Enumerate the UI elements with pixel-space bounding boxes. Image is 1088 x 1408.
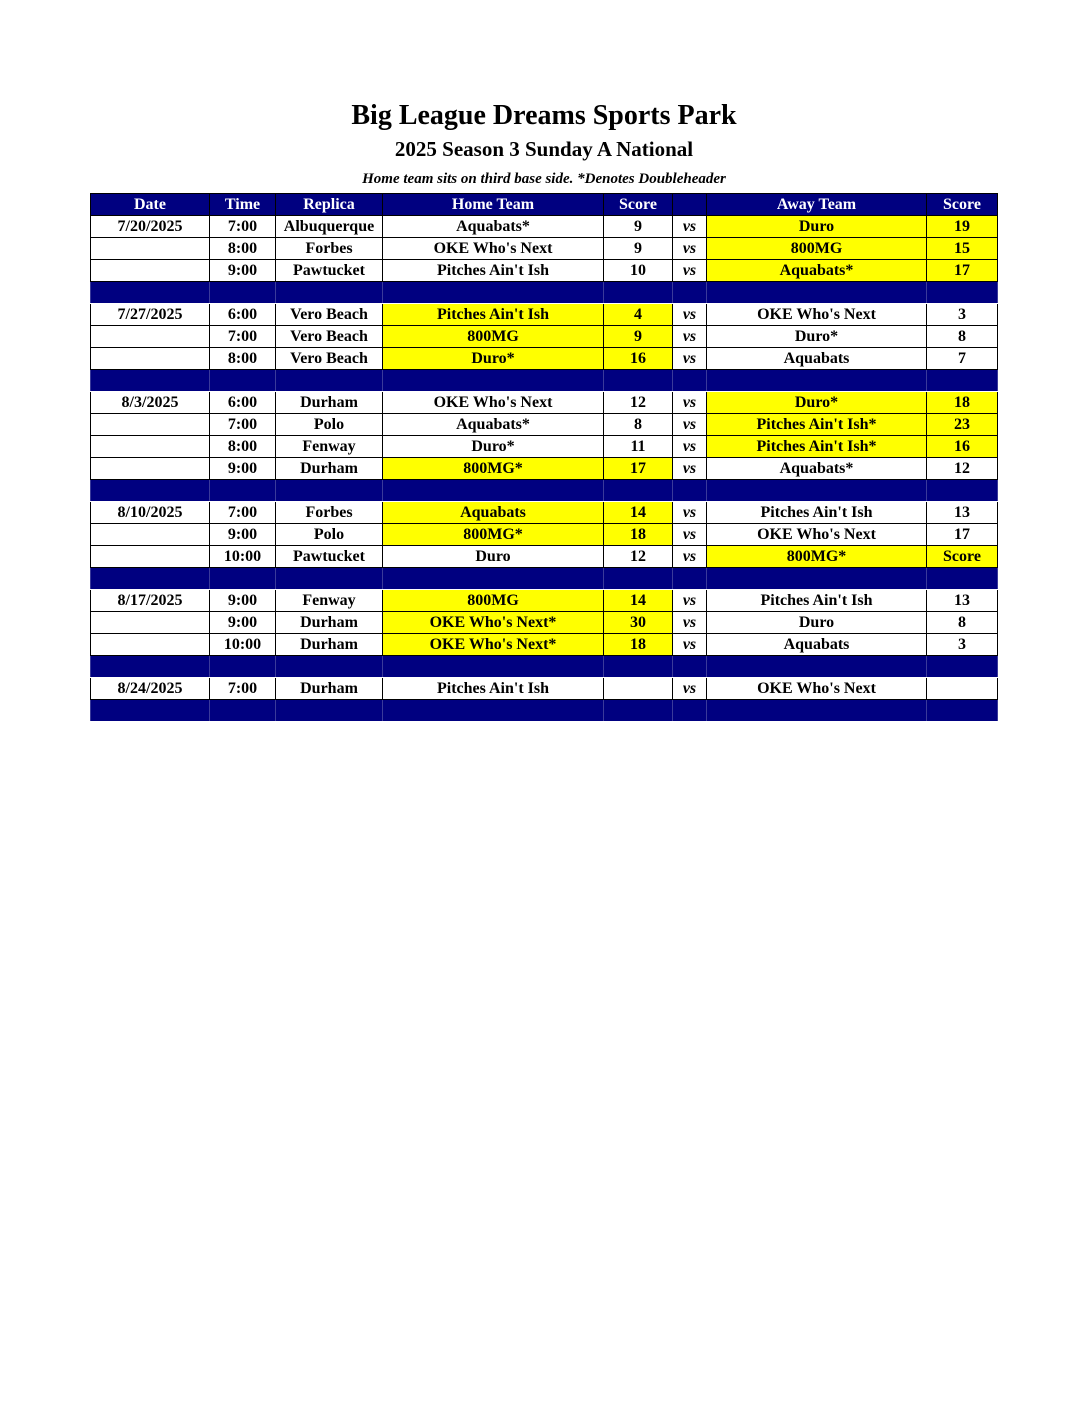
separator-cell — [707, 568, 927, 590]
separator-cell — [383, 282, 604, 304]
date-cell — [91, 326, 210, 348]
separator-cell — [383, 370, 604, 392]
schedule-note: Home team sits on third base side. *Denotes Doubleheader — [362, 171, 726, 187]
date-cell — [91, 634, 210, 656]
game-row — [91, 546, 998, 568]
home-team-cell: Pitches Ain't Ish — [383, 678, 604, 700]
page-subtitle: 2025 Season 3 Sunday A National — [394, 137, 694, 161]
separator-cell — [673, 370, 707, 392]
time-cell: 9:00 — [210, 458, 276, 480]
time-cell: 7:00 — [210, 216, 276, 238]
separator-cell — [927, 656, 998, 678]
separator-cell — [604, 700, 673, 722]
header-away-score: Score — [927, 194, 998, 216]
separator-row — [91, 282, 998, 304]
replica-cell: Forbes — [276, 502, 383, 524]
separator-row — [91, 370, 998, 392]
home-score-cell: 10 — [604, 260, 673, 282]
home-team-cell: Duro — [383, 546, 604, 568]
away-team-cell: 800MG — [707, 238, 927, 260]
header-date: Date — [91, 194, 210, 216]
replica-cell: Durham — [276, 678, 383, 700]
separator-cell — [673, 480, 707, 502]
separator-cell — [276, 568, 383, 590]
away-team-cell: Pitches Ain't Ish* — [707, 436, 927, 458]
header-time: Time — [210, 194, 276, 216]
separator-cell — [604, 568, 673, 590]
date-cell: 7/20/2025 — [91, 216, 210, 238]
date-cell — [91, 546, 210, 568]
game-row — [91, 414, 998, 436]
away-team-cell: Duro — [707, 216, 927, 238]
home-team-cell: 800MG — [383, 590, 604, 612]
replica-cell: Pawtucket — [276, 260, 383, 282]
home-score-cell: 8 — [604, 414, 673, 436]
home-score-cell: 16 — [604, 348, 673, 370]
header-home-team: Home Team — [383, 194, 604, 216]
time-cell: 7:00 — [210, 414, 276, 436]
away-score-cell: 3 — [927, 304, 998, 326]
header-home-score: Score — [604, 194, 673, 216]
replica-cell: Vero Beach — [276, 326, 383, 348]
separator-cell — [210, 282, 276, 304]
home-score-cell: 14 — [604, 590, 673, 612]
time-cell: 10:00 — [210, 634, 276, 656]
time-cell: 6:00 — [210, 304, 276, 326]
game-row — [91, 678, 998, 700]
separator-cell — [707, 480, 927, 502]
game-row — [91, 458, 998, 480]
home-score-cell: 17 — [604, 458, 673, 480]
header-replica: Replica — [276, 194, 383, 216]
separator-cell — [383, 656, 604, 678]
replica-cell: Fenway — [276, 590, 383, 612]
separator-cell — [210, 480, 276, 502]
time-cell: 9:00 — [210, 524, 276, 546]
vs-cell: vs — [673, 414, 707, 436]
home-score-cell: 9 — [604, 216, 673, 238]
home-score-cell: 12 — [604, 392, 673, 414]
separator-cell — [604, 656, 673, 678]
separator-cell — [276, 700, 383, 722]
away-team-cell: Duro* — [707, 326, 927, 348]
separator-row — [91, 480, 998, 502]
away-score-cell: 23 — [927, 414, 998, 436]
schedule-body — [91, 216, 998, 722]
vs-cell: vs — [673, 348, 707, 370]
time-cell: 8:00 — [210, 348, 276, 370]
away-score-cell: 18 — [927, 392, 998, 414]
separator-cell — [673, 700, 707, 722]
time-cell: 9:00 — [210, 612, 276, 634]
away-team-cell: OKE Who's Next — [707, 304, 927, 326]
home-team-cell: OKE Who's Next — [383, 238, 604, 260]
separator-cell — [927, 282, 998, 304]
home-team-cell: Duro* — [383, 436, 604, 458]
date-cell — [91, 524, 210, 546]
away-score-cell: 16 — [927, 436, 998, 458]
separator-cell — [276, 282, 383, 304]
away-score-cell: 8 — [927, 326, 998, 348]
schedule-table — [90, 193, 998, 722]
home-team-cell: Aquabats — [383, 502, 604, 524]
date-cell — [91, 238, 210, 260]
separator-cell — [604, 282, 673, 304]
time-cell: 8:00 — [210, 436, 276, 458]
vs-cell: vs — [673, 524, 707, 546]
separator-cell — [604, 480, 673, 502]
game-row — [91, 304, 998, 326]
replica-cell: Forbes — [276, 238, 383, 260]
date-cell: 8/17/2025 — [91, 590, 210, 612]
date-cell — [91, 414, 210, 436]
game-row — [91, 502, 998, 524]
vs-cell: vs — [673, 612, 707, 634]
vs-cell: vs — [673, 436, 707, 458]
away-score-cell: 12 — [927, 458, 998, 480]
home-team-cell: 800MG* — [383, 458, 604, 480]
home-score-cell: 18 — [604, 634, 673, 656]
separator-cell — [707, 370, 927, 392]
home-score-cell: 11 — [604, 436, 673, 458]
date-cell — [91, 260, 210, 282]
away-team-cell: Pitches Ain't Ish — [707, 502, 927, 524]
vs-cell: vs — [673, 546, 707, 568]
game-row — [91, 634, 998, 656]
separator-cell — [927, 370, 998, 392]
separator-cell — [383, 568, 604, 590]
away-team-cell: OKE Who's Next — [707, 678, 927, 700]
date-cell: 7/27/2025 — [91, 304, 210, 326]
game-row — [91, 524, 998, 546]
separator-cell — [707, 282, 927, 304]
time-cell: 6:00 — [210, 392, 276, 414]
separator-cell — [91, 700, 210, 722]
away-score-cell: 7 — [927, 348, 998, 370]
home-team-cell: 800MG — [383, 326, 604, 348]
away-score-cell: 8 — [927, 612, 998, 634]
home-team-cell: OKE Who's Next* — [383, 634, 604, 656]
header-vs — [673, 194, 707, 216]
away-team-cell: Aquabats — [707, 348, 927, 370]
separator-cell — [91, 480, 210, 502]
separator-cell — [604, 370, 673, 392]
vs-cell: vs — [673, 392, 707, 414]
home-team-cell: Duro* — [383, 348, 604, 370]
separator-cell — [276, 370, 383, 392]
home-score-cell: 14 — [604, 502, 673, 524]
replica-cell: Vero Beach — [276, 304, 383, 326]
time-cell: 7:00 — [210, 326, 276, 348]
away-score-cell — [927, 678, 998, 700]
separator-row — [91, 656, 998, 678]
away-score-cell: 13 — [927, 502, 998, 524]
game-row — [91, 392, 998, 414]
vs-cell: vs — [673, 634, 707, 656]
home-score-cell: 12 — [604, 546, 673, 568]
date-cell: 8/10/2025 — [91, 502, 210, 524]
time-cell: 8:00 — [210, 238, 276, 260]
separator-cell — [210, 656, 276, 678]
time-cell: 7:00 — [210, 502, 276, 524]
header-away-team: Away Team — [707, 194, 927, 216]
replica-cell: Vero Beach — [276, 348, 383, 370]
vs-cell: vs — [673, 304, 707, 326]
home-score-cell: 9 — [604, 238, 673, 260]
home-score-cell: 18 — [604, 524, 673, 546]
vs-cell: vs — [673, 590, 707, 612]
replica-cell: Durham — [276, 392, 383, 414]
separator-row — [91, 568, 998, 590]
vs-cell: vs — [673, 458, 707, 480]
away-score-cell: 15 — [927, 238, 998, 260]
away-team-cell: OKE Who's Next — [707, 524, 927, 546]
separator-cell — [210, 370, 276, 392]
page-title: Big League Dreams Sports Park — [351, 100, 737, 131]
replica-cell: Durham — [276, 612, 383, 634]
separator-cell — [927, 700, 998, 722]
away-team-cell: Pitches Ain't Ish* — [707, 414, 927, 436]
separator-cell — [673, 656, 707, 678]
date-cell — [91, 436, 210, 458]
vs-cell: vs — [673, 678, 707, 700]
date-cell — [91, 458, 210, 480]
separator-cell — [91, 282, 210, 304]
separator-cell — [927, 480, 998, 502]
header-row — [91, 194, 998, 216]
home-team-cell: 800MG* — [383, 524, 604, 546]
vs-cell: vs — [673, 238, 707, 260]
away-score-cell: 19 — [927, 216, 998, 238]
game-row — [91, 590, 998, 612]
home-team-cell: OKE Who's Next* — [383, 612, 604, 634]
separator-cell — [383, 480, 604, 502]
date-cell — [91, 348, 210, 370]
away-score-cell: 17 — [927, 260, 998, 282]
separator-cell — [210, 700, 276, 722]
replica-cell: Pawtucket — [276, 546, 383, 568]
game-row — [91, 612, 998, 634]
date-cell: 8/3/2025 — [91, 392, 210, 414]
replica-cell: Durham — [276, 634, 383, 656]
home-score-cell: 30 — [604, 612, 673, 634]
game-row — [91, 238, 998, 260]
away-team-cell: Duro — [707, 612, 927, 634]
separator-cell — [210, 568, 276, 590]
date-cell — [91, 612, 210, 634]
replica-cell: Albuquerque — [276, 216, 383, 238]
separator-cell — [91, 656, 210, 678]
separator-cell — [707, 656, 927, 678]
vs-cell: vs — [673, 216, 707, 238]
away-team-cell: Pitches Ain't Ish — [707, 590, 927, 612]
home-team-cell: Aquabats* — [383, 216, 604, 238]
game-row — [91, 260, 998, 282]
separator-cell — [91, 568, 210, 590]
separator-cell — [276, 656, 383, 678]
home-score-cell — [604, 678, 673, 700]
away-team-cell: 800MG* — [707, 546, 927, 568]
home-score-cell: 9 — [604, 326, 673, 348]
separator-cell — [276, 480, 383, 502]
vs-cell: vs — [673, 502, 707, 524]
game-row — [91, 216, 998, 238]
away-score-cell: 13 — [927, 590, 998, 612]
away-team-cell: Aquabats — [707, 634, 927, 656]
home-score-cell: 4 — [604, 304, 673, 326]
vs-cell: vs — [673, 260, 707, 282]
home-team-cell: OKE Who's Next — [383, 392, 604, 414]
game-row — [91, 326, 998, 348]
separator-cell — [673, 568, 707, 590]
away-team-cell: Aquabats* — [707, 458, 927, 480]
separator-cell — [707, 700, 927, 722]
date-cell: 8/24/2025 — [91, 678, 210, 700]
home-team-cell: Pitches Ain't Ish — [383, 260, 604, 282]
separator-cell — [383, 700, 604, 722]
time-cell: 10:00 — [210, 546, 276, 568]
replica-cell: Fenway — [276, 436, 383, 458]
away-score-cell: 17 — [927, 524, 998, 546]
vs-cell: vs — [673, 326, 707, 348]
away-team-cell: Duro* — [707, 392, 927, 414]
game-row — [91, 436, 998, 458]
replica-cell: Durham — [276, 458, 383, 480]
separator-row — [91, 700, 998, 722]
game-row — [91, 348, 998, 370]
time-cell: 9:00 — [210, 260, 276, 282]
home-team-cell: Pitches Ain't Ish — [383, 304, 604, 326]
replica-cell: Polo — [276, 524, 383, 546]
separator-cell — [927, 568, 998, 590]
away-team-cell: Aquabats* — [707, 260, 927, 282]
replica-cell: Polo — [276, 414, 383, 436]
away-score-cell: 3 — [927, 634, 998, 656]
home-team-cell: Aquabats* — [383, 414, 604, 436]
separator-cell — [673, 282, 707, 304]
separator-cell — [91, 370, 210, 392]
time-cell: 7:00 — [210, 678, 276, 700]
away-score-cell: Score — [927, 546, 998, 568]
time-cell: 9:00 — [210, 590, 276, 612]
